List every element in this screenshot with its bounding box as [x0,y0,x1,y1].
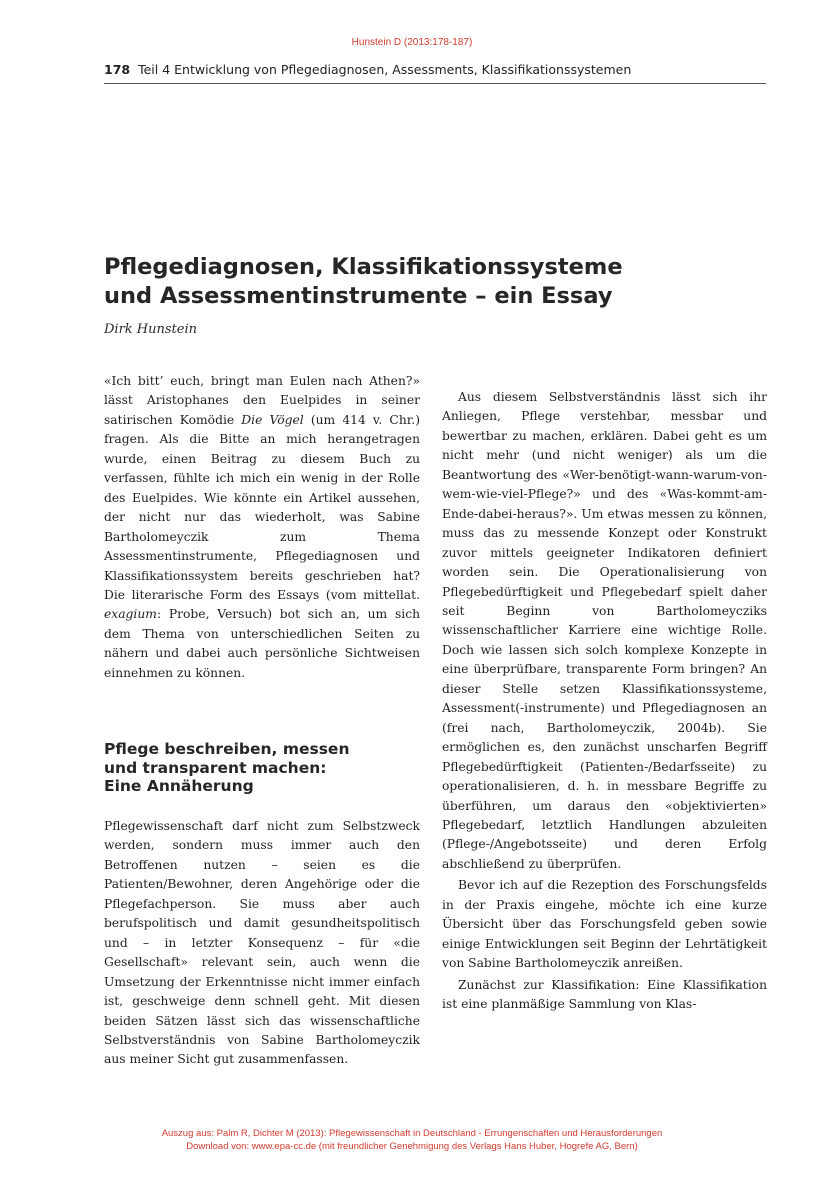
right-column [442,388,767,1015]
intro-text-segment: «Ich bitt’ euch, bringt man Eulen nach Athen?» lässt Aristophanes den Euelpides in seiner satirischen Komödie [104,374,420,427]
intro-italic-segment: exagium [104,607,157,622]
section-heading-line-1: Pflege beschreiben, messen [104,740,350,758]
section-heading-line-3: Eine Annäherung [104,777,254,795]
right-paragraph-3: Zunächst zur Klassifikation: Eine Klassifikation ist eine planmäßige Sammlung von Klas- [442,977,767,1012]
title-line-2: und Assessmentinstrumente – ein Essay [104,283,613,309]
footer-line-1: Auszug aus: Palm R, Dichter M (2013): Pflegewissenschaft in Deutschland - Errungenschaften und Herausforderungen [161,1128,663,1139]
header-rule [104,83,766,84]
running-head [104,62,631,77]
intro-text [104,372,420,683]
right-paragraph-1: Aus diesem Selbstverständnis lässt sich ihr Anliegen, Pflege verstehbar, messbar und bewertbar zu machen, erklären. Dabei geht es um nicht mehr (und nicht weniger) als um die Beantwortung des «Wer-benötigt-wann-warum-von-wem-wie-viel-Pflege?» und des «Was-kommt-am-Ende-dabei-heraus?». Um etwas messen zu können, muss das zu messende Konzept oder Konstrukt zuvor mittels geeigneter Indikatoren definiert worden sein. Die Operationalisierung von Pflegebedürftigkeit und Pflegebedarf spielt daher seit Beginn von Bartholomeycziks wissenschaftlicher Karriere eine wichtige Rolle. Doch wie lassen sich solch komplexe Konzepte in eine überprüfbare, transparente Form bringen? An dieser Stelle setzen Klassifikationssysteme, Assessment(-instrumente) und Pflegediagnosen an (frei nach, Bartholomeyczik, 2004b). Sie ermöglichen es, den zunächst unscharfen Begriff Pflegebedürftigkeit (Patienten-/Bedarfsseite) zu operationalisieren, d. h. in messbare Begriffe zu überführen, um daraus den «objektivierten» Pflegebedarf, letztlich Handlungen abzuleiten (Pflege-/Angebotsseite) und deren Erfolg abschließend zu überprüfen. [442,390,767,871]
page-number: 178 [104,62,131,77]
section-heading [104,740,424,796]
section-paragraph: Pflegewissenschaft darf nicht zum Selbstzweck werden, sondern muss immer auch den Betroffenen nutzen – seien es die Patienten/Bewohner, deren Angehörige oder die Pflegefachperson. Sie muss aber auch berufspolitisch und damit gesundheitspolitisch und – in letzter Konsequenz – für «die Gesellschaft» relevant sein, auch wenn die Umsetzung der Erkenntnisse nicht immer einfach ist, geschweige denn schnell geht. Mit diesen beiden Sätzen lässt sich das wissenschaftliche Selbstverständnis von Sabine Bartholomeyczik aus meiner Sicht gut zusammenfassen. [104,819,420,1067]
author-name: Dirk Hunstein [104,322,198,337]
source-citation: Hunstein D (2013:178-187) [351,37,473,48]
footer-line-2: Download von: www.epa-cc.de (mit freundlicher Genehmigung des Verlags Hans Huber, Hogrefe AG, Bern) [186,1141,638,1152]
section-heading-line-2: und transparent machen: [104,758,327,777]
intro-paragraph [104,372,420,683]
title-line-1: Pflegediagnosen, Klassifikationssysteme [104,254,623,280]
intro-text-segment: (um 414 v. Chr.) fragen. Als die Bitte an mich herangetragen wurde, einen Beitrag zu diesem Buch zu verfassen, fühlte ich mich ein wenig in der Rolle des Euelpides. Wie könnte ein Artikel aussehen, der nicht nur das wiederholt, was Sabine Bartholomeyczik zum Thema Assessmentinstrumente, Pflegediagnosen und Klassifikationssystem bereits geschrieben hat? Die literarische Form des Essays (vom mittellat. [104,412,420,602]
section-body [104,817,420,1070]
running-head-text: Teil 4 Entwicklung von Pflegediagnosen, Assessments, Klassifikationssystemen [138,62,632,77]
article-title [104,253,704,311]
intro-text-segment: : Probe, Versuch) bot sich an, um sich dem Thema von unterschiedlichen Seiten zu nähern und dabei auch persönliche Sichtweisen einnehmen zu können. [104,607,420,680]
right-paragraph-2: Bevor ich auf die Rezeption des Forschungsfelds in der Praxis eingehe, möchte ich eine kurze Übersicht über das Forschungsfeld geben sowie einige Entwicklungen seit Beginn der Lehrtätigkeit von Sabine Bartholomeyczik anreißen. [442,878,767,971]
intro-italic-segment: Die Vögel [241,412,304,427]
